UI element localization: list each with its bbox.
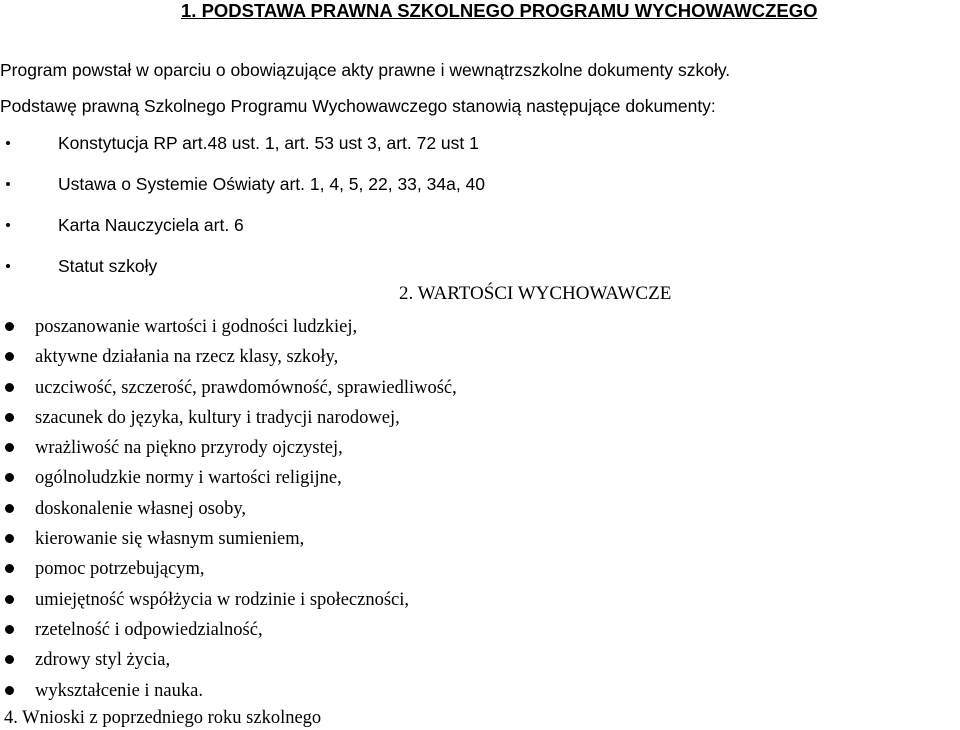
- bullet-icon: [5, 473, 14, 482]
- intro-paragraph-2: Podstawę prawną Szkolnego Programu Wychowawczego stanowią następujące dokumenty:: [0, 96, 716, 116]
- value-text: ogólnoludzkie normy i wartości religijne,: [35, 468, 342, 489]
- document-text: Karta Nauczyciela art. 6: [58, 215, 244, 235]
- bullet-icon: [5, 655, 14, 664]
- bullet-icon: [6, 223, 10, 227]
- value-text: rzetelność i odpowiedzialność,: [35, 619, 263, 640]
- value-text: umiejętność współżycia w rodzinie i społeczności,: [35, 589, 410, 610]
- section-1-heading: 1. PODSTAWA PRAWNA SZKOLNEGO PROGRAMU WYCHOWAWCZEGO: [181, 0, 818, 21]
- bullet-icon: [5, 322, 14, 331]
- bullet-icon: [5, 595, 14, 604]
- bullet-icon: [5, 413, 14, 422]
- value-text: poszanowanie wartości i godności ludzkiej,: [35, 317, 358, 337]
- value-text: wrażliwość na piękno przyrody ojczystej,: [35, 438, 343, 459]
- value-text: szacunek do języka, kultury i tradycji narodowej,: [35, 407, 400, 428]
- bullet-icon: [5, 625, 14, 634]
- section-2-heading: 2. WARTOŚCI WYCHOWAWCZE: [399, 283, 672, 304]
- value-text: kierowanie się własnym sumieniem,: [35, 529, 305, 550]
- value-text: wykształcenie i nauka.: [35, 680, 203, 701]
- intro-paragraph-1: Program powstał w oparciu o obowiązujące akty prawne i wewnątrzszkolne dokumenty szkoły.: [0, 60, 731, 80]
- bullet-icon: [5, 352, 14, 361]
- bullet-icon: [5, 504, 14, 513]
- bullet-icon: [6, 141, 10, 145]
- document-text: Statut szkoły: [58, 256, 158, 276]
- document-text: Ustawa o Systemie Oświaty art. 1, 4, 5, 22, 33, 34a, 40: [58, 174, 486, 194]
- bullet-icon: [6, 264, 10, 268]
- value-text: aktywne działania na rzecz klasy, szkoły,: [35, 347, 339, 368]
- bullet-icon: [5, 686, 14, 695]
- value-text: doskonalenie własnej osoby,: [35, 498, 246, 519]
- value-text: pomoc potrzebującym,: [35, 559, 205, 580]
- document-text: Konstytucja RP art.48 ust. 1, art. 53 ust 3, art. 72 ust 1: [58, 133, 479, 153]
- bullet-icon: [5, 534, 14, 543]
- bullet-icon: [5, 383, 14, 392]
- bullet-icon: [5, 443, 14, 452]
- bullet-icon: [5, 564, 14, 573]
- value-text: zdrowy styl życia,: [35, 650, 171, 671]
- value-text: uczciwość, szczerość, prawdomówność, sprawiedliwość,: [35, 377, 457, 398]
- bullet-icon: [6, 182, 10, 186]
- section-4-heading: 4. Wnioski z poprzedniego roku szkolnego: [4, 708, 322, 728]
